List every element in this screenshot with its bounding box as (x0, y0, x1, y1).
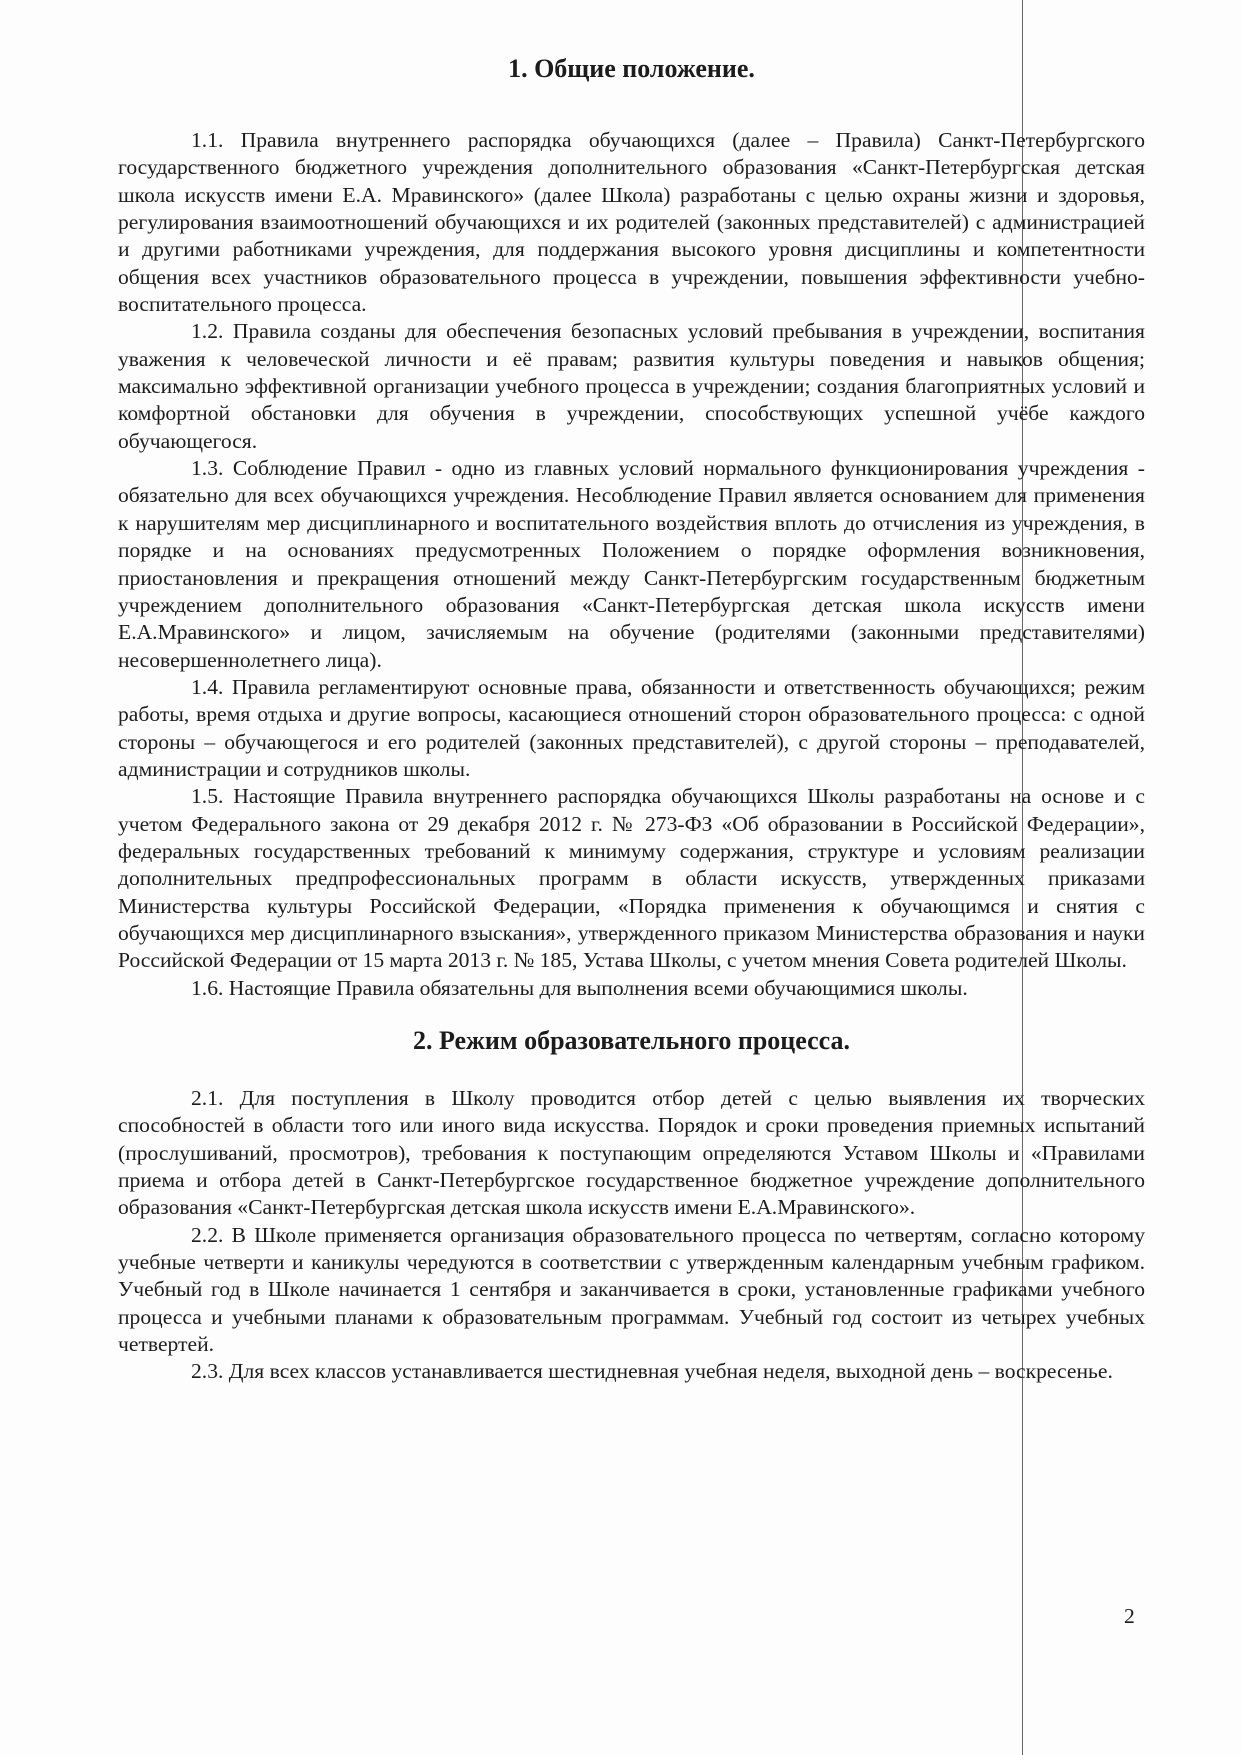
paragraph-1-4: 1.4. Правила регламентируют основные права, обязанности и ответственность обучающихся; режим работы, время отдыха и другие вопросы, касающиеся отношений сторон образовательного процесса: с одной стороны – обучающегося и его родителей (законных представителей), с другой стороны – преподавателей, администрации и сотрудников школы. (118, 674, 1145, 781)
document-body (118, 52, 1145, 1386)
paragraph-2-3: 2.3. Для всех классов устанавливается шестидневная учебная неделя, выходной день – воскресенье. (191, 1359, 1113, 1384)
paragraph-2-2: 2.2. В Школе применяется организация образовательного процесса по четвертям, согласно которому учебные четверти и каникулы чередуются в соответствии с утвержденным календарным учебным графиком. Учебный год в Школе начинается 1 сентября и заканчивается в сроки, установленные графиками учебного процесса и учебными планами к образовательным программам. Учебный год состоит из четырех учебных четвертей. (118, 1222, 1145, 1357)
paragraph-1-6: 1.6. Настоящие Правила обязательны для выполнения всеми обучающимися школы. (191, 975, 968, 1000)
paragraph-1-2: 1.2. Правила созданы для обеспечения безопасных условий пребывания в учреждении, воспитания уважения к человеческой личности и её правам; развития культуры поведения и навыков общения; максимально эффективной организации учебного процесса в учреждении; создания благоприятных условий и комфортной обстановки для обучения в учреждении, способствующих успешной учёбе каждого обучающегося. (118, 319, 1145, 453)
section-2-title: 2. Режим образовательного процесса. (412, 1026, 851, 1055)
section-1-title: 1. Общие положение. (508, 54, 755, 83)
paragraph-1-3: 1.3. Соблюдение Правил - одно из главных условий нормального функционирования учреждения - обязательно для всех обучающихся учреждения. Несоблюдение Правил является основанием для применения к нарушителям мер дисциплинарного и воспитательного воздействия вплоть до отчисления из учреждения, в порядке и на основаниях предусмотренных Положением о порядке оформления возникновения, приостановления и прекращения отношений между Санкт-Петербургским государственным бюджетным учреждением дополнительного образования «Санкт-Петербургская детская школа искусств имени Е.А.Мравинского» и лицом, зачисляемым на обучение (родителями (законными представителями) несовершеннолетнего лица). (118, 456, 1145, 672)
page-number: 2 (1124, 1604, 1135, 1628)
paragraph-1-5: 1.5. Настоящие Правила внутреннего распорядка обучающихся Школы разработаны на основе и с учетом Федерального закона от 29 декабря 2012 г. № 273-ФЗ «Об образовании в Российской Федерации», федеральных государственных требований к минимуму содержания, структуре и условиям реализации дополнительных предпрофессиональных программ в области искусств, утвержденных приказами Министерства культуры Российской Федерации, «Порядка применения к обучающимся и снятия с обучающихся мер дисциплинарного взыскания», утвержденного приказом Министерства образования и науки Российской Федерации от 15 марта 2013 г. № 185, Устава Школы, с учетом мнения Совета родителей Школы. (118, 784, 1145, 973)
paragraph-2-1: 2.1. Для поступления в Школу проводится отбор детей с целью выявления их творческих способностей в области того или иного вида искусства. Порядок и сроки проведения приемных испытаний (прослушиваний, просмотров), требования к поступающим определяются Уставом Школы и «Правилами приема и отбора детей в Санкт-Петербургское государственное бюджетное учреждение дополнительного образования «Санкт-Петербургская детская школа искусств имени Е.А.Мравинского». (118, 1086, 1145, 1220)
paragraph-1-1: 1.1. Правила внутреннего распорядка обучающихся (далее – Правила) Санкт-Петербургского государственного бюджетного учреждения дополнительного образования «Санкт-Петербургская детская школа искусств имени Е.А. Мравинского» (далее Школа) разработаны с целью охраны жизни и здоровья, регулирования взаимоотношений обучающихся и их родителей (законных представителей) с администрацией и другими работниками учреждения, для поддержания высокого уровня дисциплины и компетентности общения всех участников образовательного процесса в учреждении, повышения эффективности учебно-воспитательного процесса. (118, 128, 1145, 317)
